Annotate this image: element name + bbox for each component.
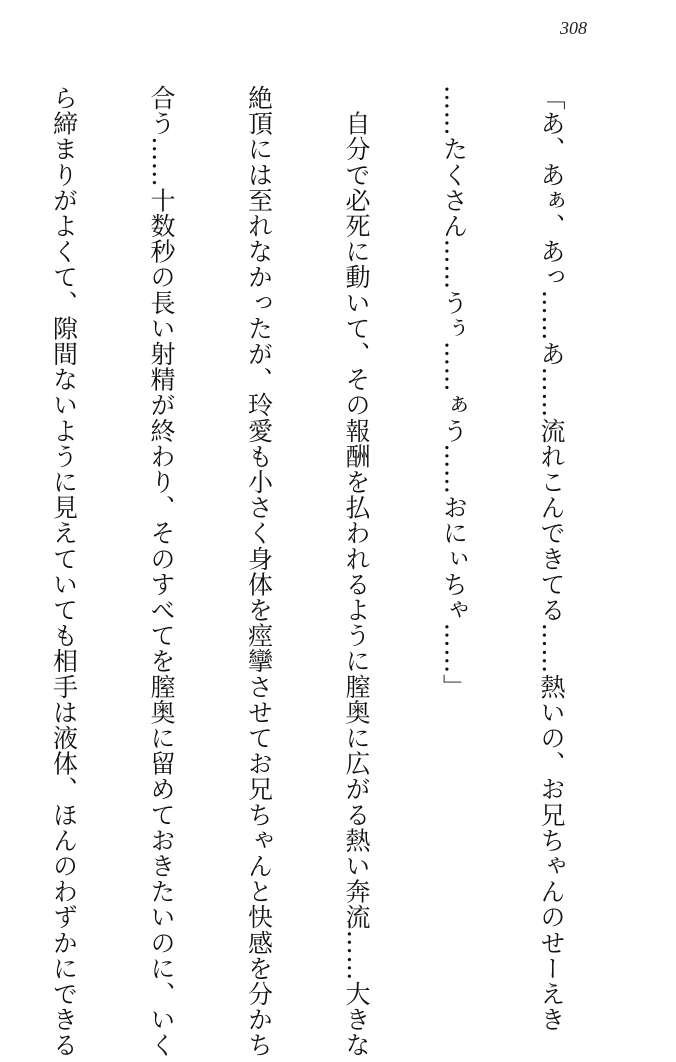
page-number: 308 bbox=[560, 18, 587, 38]
text-line: 「あ、あぁ、あっ……あ……流れこんできてる……熱いの、お兄ちゃんのせーえき bbox=[537, 85, 566, 1033]
vertical-text-body bbox=[0, 85, 632, 1058]
text-line: 絶頂には至れなかったが、玲愛も小さく身体を痙攣させてお兄ちゃんと快感を分かち bbox=[244, 85, 274, 1058]
text-line: ら締まりがよくて、隙間ないように見えていても相手は液体、ほんのわずかにできる bbox=[49, 85, 79, 1058]
text-line: 合う……十数秒の長い射精が終わり、そのすべてを膣奥に留めておきたいのに、いく bbox=[147, 85, 176, 1058]
text-line: 自分で必死に動いて、その報酬を払われるように膣奥に広がる熱い奔流……大きな bbox=[342, 85, 371, 1058]
text-line: ……たくさん……うぅ……ぁう……おにぃちゃ……」 bbox=[439, 85, 469, 700]
